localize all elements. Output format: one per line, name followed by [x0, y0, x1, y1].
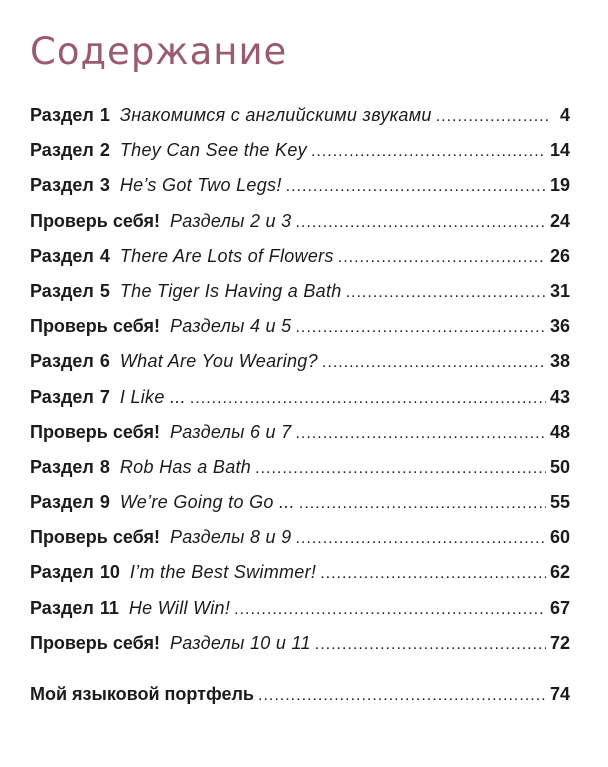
toc-entry-unit-7[interactable]	[30, 380, 570, 415]
dot-leader	[311, 134, 546, 169]
dot-leader	[322, 345, 546, 380]
entry-title: We’re Going to Go ...	[119, 492, 295, 513]
entry-label: Раздел 2	[30, 140, 110, 161]
entry-label: Проверь себя!	[30, 210, 160, 231]
entry-page-number: 55	[549, 492, 570, 513]
dot-leader	[320, 556, 546, 591]
toc-entry-unit-11[interactable]	[30, 591, 570, 626]
entry-page-number: 31	[549, 280, 570, 301]
toc-entry-unit-2[interactable]	[30, 133, 570, 168]
entry-title: I Like ...	[119, 386, 186, 407]
dot-leader	[299, 486, 546, 521]
toc-entry-unit-9[interactable]	[30, 485, 570, 520]
dot-leader	[295, 310, 545, 345]
toc-entry-unit-10[interactable]	[30, 555, 570, 590]
toc-entry-review-10-11[interactable]	[30, 626, 570, 661]
entry-page-number: 26	[549, 245, 570, 266]
toc-entry-review-4-5[interactable]	[30, 309, 570, 344]
entry-title: He Will Win!	[128, 597, 231, 618]
entry-label: Мой языковой портфель	[30, 684, 254, 704]
entry-label: Проверь себя!	[30, 421, 160, 442]
entry-title: He’s Got Two Legs!	[119, 175, 282, 196]
entry-page-number: 24	[549, 210, 570, 231]
entry-title: Rob Has a Bath	[119, 456, 252, 477]
entry-label: Раздел 5	[30, 280, 110, 301]
toc-entry-unit-4[interactable]	[30, 239, 570, 274]
entry-page-number: 72	[549, 632, 570, 653]
entry-label: Раздел 4	[30, 245, 110, 266]
entry-title: They Can See the Key	[119, 140, 307, 161]
entry-page-number: 14	[549, 140, 570, 161]
entry-title: Разделы 10 и 11	[170, 632, 311, 653]
dot-leader	[338, 240, 546, 275]
entry-title: What Are You Wearing?	[119, 351, 318, 372]
dot-leader	[255, 451, 546, 486]
dot-leader	[190, 381, 546, 416]
dot-leader	[295, 416, 545, 451]
dot-leader	[258, 678, 546, 713]
dot-leader	[346, 275, 546, 310]
entry-title: There Are Lots of Flowers	[119, 245, 334, 266]
entry-page-number: 62	[549, 562, 570, 583]
entry-page-number: 48	[549, 421, 570, 442]
entry-page-number: 36	[549, 316, 570, 337]
toc-entry-unit-8[interactable]	[30, 450, 570, 485]
entry-page-number: 19	[549, 175, 570, 196]
entry-page-number: 38	[549, 351, 570, 372]
dot-leader	[295, 521, 545, 556]
entry-page-number: 74	[549, 684, 570, 704]
entry-label: Раздел 6	[30, 351, 110, 372]
entry-label: Раздел 1	[30, 105, 110, 125]
entry-label: Раздел 10	[30, 562, 120, 583]
entry-title: Разделы 8 и 9	[170, 527, 292, 548]
entry-label: Проверь себя!	[30, 316, 160, 337]
toc-entry-unit-5[interactable]	[30, 274, 570, 309]
entry-page-number: 50	[549, 456, 570, 477]
dot-leader	[315, 627, 546, 662]
toc-entry-review-2-3[interactable]	[30, 204, 570, 239]
dot-leader	[234, 592, 546, 627]
entry-label: Раздел 8	[30, 456, 110, 477]
entry-page-number: 67	[549, 597, 570, 618]
page-title: Содержание	[30, 30, 288, 73]
table-of-contents	[30, 98, 570, 712]
entry-page-number: 43	[549, 386, 570, 407]
entry-title: I’m the Best Swimmer!	[129, 562, 317, 583]
toc-entry-unit-6[interactable]	[30, 344, 570, 379]
entry-title: Разделы 2 и 3	[170, 210, 292, 231]
entry-label: Раздел 11	[30, 597, 119, 618]
toc-entry-review-6-7[interactable]	[30, 415, 570, 450]
entry-label: Раздел 3	[30, 175, 110, 196]
entry-label: Раздел 7	[30, 386, 110, 407]
entry-label: Раздел 9	[30, 492, 110, 513]
dot-leader	[286, 169, 546, 204]
entry-label: Проверь себя!	[30, 527, 160, 548]
toc-entry-language-portfolio[interactable]	[30, 677, 570, 712]
dot-leader	[295, 205, 545, 240]
toc-entry-unit-1[interactable]	[30, 98, 570, 133]
entry-title: Разделы 4 и 5	[170, 316, 292, 337]
entry-title: Знакомимся с английскими звуками	[119, 105, 432, 125]
dot-leader	[436, 99, 550, 134]
entry-page-number: 60	[549, 527, 570, 548]
toc-entry-review-8-9[interactable]	[30, 520, 570, 555]
toc-entry-unit-3[interactable]	[30, 168, 570, 203]
entry-page-number: 4	[559, 105, 570, 125]
entry-label: Проверь себя!	[30, 632, 160, 653]
entry-title: Разделы 6 и 7	[170, 421, 292, 442]
entry-title: The Tiger Is Having a Bath	[119, 280, 342, 301]
